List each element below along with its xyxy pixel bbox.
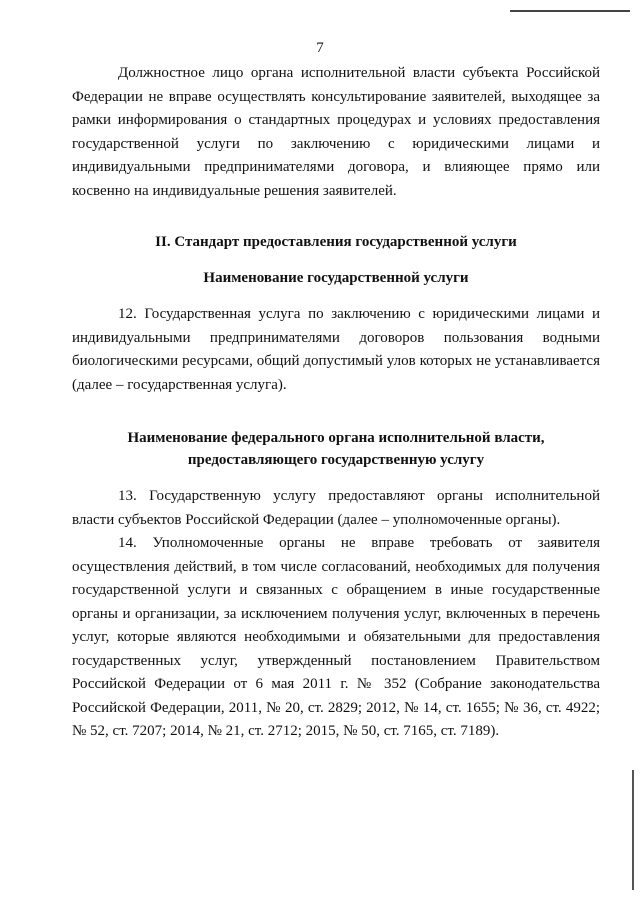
- paragraph-13: 13. Государственную услугу предоставляют органы исполнительной власти субъектов Российской Федерации (далее – уполномоченные органы).: [72, 488, 600, 528]
- subheading-organ-line2: предоставляющего государственную услугу: [187, 452, 485, 468]
- subheading-organ-line1: Наименование федерального органа исполнительной власти,: [127, 430, 545, 446]
- intro-paragraph: Должностное лицо органа исполнительной власти субъекта Российской Федерации не вправе осуществлять консультирование заявителей, выходящее за рамки информирования о стандартных процедурах и условиях предоставления государственной услуги по заключению с юридическими лицами и индивидуальными предпринимателями договора, и влияющее прямо или косвенно на индивидуальные решения заявителей.: [72, 65, 600, 199]
- subheading-organ: [72, 427, 600, 471]
- scan-artifact-edge: [632, 770, 634, 890]
- document-body: [72, 62, 600, 744]
- page-number: 7: [316, 40, 324, 56]
- section-heading: II. Стандарт предоставления государственной услуги: [155, 234, 517, 250]
- subheading-service-name: Наименование государственной услуги: [203, 270, 469, 286]
- paragraph-12: 12. Государственная услуга по заключению с юридическими лицами и индивидуальными предпринимателями договоров пользования водными биологическими ресурсами, общий допустимый улов которых не устанавливается (далее – государственная услуга).: [72, 306, 600, 393]
- scan-artifact-line: [510, 10, 630, 12]
- paragraph-14: 14. Уполномоченные органы не вправе требовать от заявителя осуществления действий, в том числе согласований, необходимых для получения государственной услуги и связанных с обращением в иные государственные органы и организации, за исключением получения услуг, включенных в перечень услуг, которые являются необходимыми и обязательными для предоставления государственных услуг, утвержденный постановлением Правительством Российской Федерации от 6 мая 2011 г. № 352 (Собрание законодательства Российской Федерации, 2011, № 20, ст. 2829; 2012, № 14, ст. 1655; № 36, ст. 4922; № 52, ст. 7207; 2014, № 21, ст. 2712; 2015, № 50, ст. 7165, ст. 7189).: [72, 535, 600, 739]
